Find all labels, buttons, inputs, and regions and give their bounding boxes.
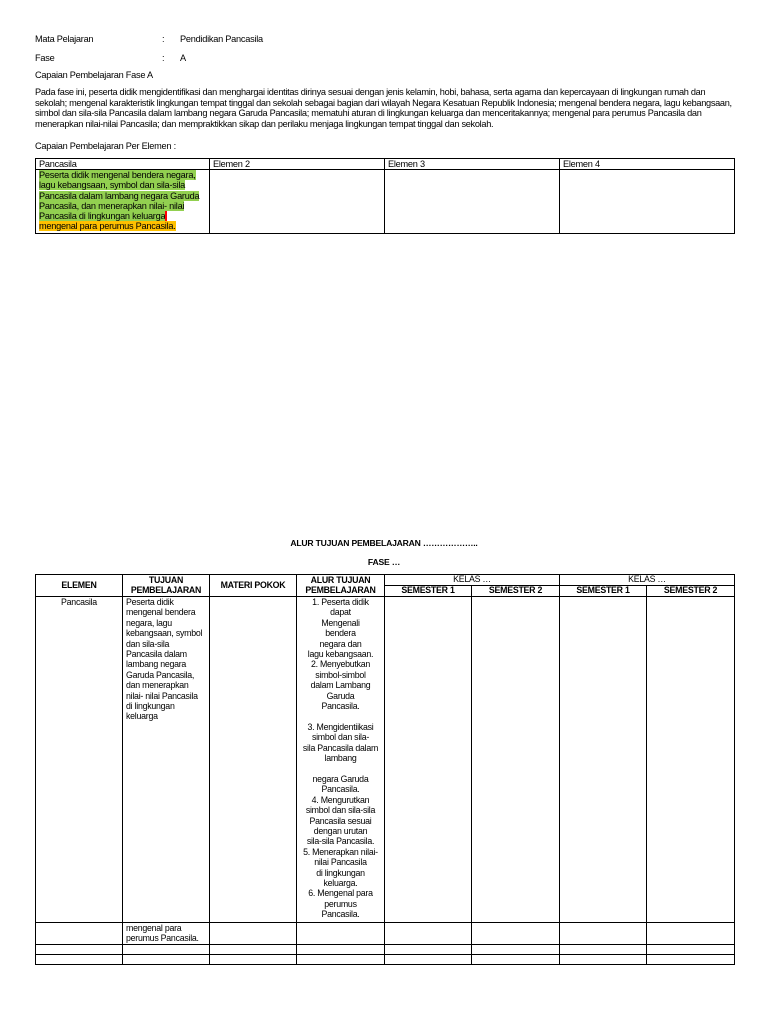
row3-sem1b [560,945,647,955]
header-kelas-1: KELAS … [385,575,560,586]
elemen-table-row [36,170,735,234]
row1-sem1b [560,597,647,923]
elemen-header-3: Elemen 3 [385,159,560,170]
highlight-green-text: Peserta didik mengenal bendera negara, lagu kebangsaan, symbol dan sila-sila Pancasila dalam lambang negara Garuda Pancasila, dan menerapkan nilai- nilai Pancasila di lingkungan keluarga [39,170,200,222]
elemen-header-2: Elemen 2 [210,159,385,170]
row3-tujuan [123,945,210,955]
row4-tujuan [123,955,210,965]
row3-sem1a [385,945,472,955]
header-semester-2b: SEMESTER 2 [647,586,735,597]
table-row [36,923,735,945]
header-kelas-2: KELAS … [560,575,735,586]
mapel-colon: : [162,34,165,44]
row3-materi [210,945,297,955]
row4-materi [210,955,297,965]
elemen-table [35,158,735,234]
row1-elemen: Pancasila [36,597,123,923]
table-row [36,955,735,965]
mapel-label: Mata Pelajaran [35,34,94,44]
per-elemen-heading: Capaian Pembelajaran Per Elemen : [35,141,176,151]
header-semester-2a: SEMESTER 2 [472,586,560,597]
highlight-red-marker [165,211,167,221]
row1-sem2a [472,597,560,923]
row2-materi [210,923,297,945]
elemen-cell-3 [385,170,560,234]
row2-alur [297,923,385,945]
header-materi: MATERI POKOK [210,575,297,597]
elemen-table-header [36,159,735,170]
header-semester-1b: SEMESTER 1 [560,586,647,597]
row2-sem1a [385,923,472,945]
highlight-orange-text: mengenal para perumus Pancasila. [39,221,176,232]
row2-sem2b [647,923,735,945]
header-semester-1a: SEMESTER 1 [385,586,472,597]
row3-sem2b [647,945,735,955]
row1-materi [210,597,297,923]
row3-sem2a [472,945,560,955]
elemen-cell-pancasila [36,170,210,234]
elemen-cell-4 [560,170,735,234]
fase-label: Fase [35,53,55,63]
elemen-header-4: Elemen 4 [560,159,735,170]
alur-header-row-1 [36,575,735,586]
row1-tujuan: Peserta didik mengenal bendera negara, lagu kebangsaan, symbol dan sila-sila Pancasila dalam lambang negara Garuda Pancasila, dan menerapkan nilai- nilai Pancasila di lingkungan keluarga [123,597,210,923]
alur-fase: FASE … [367,557,401,567]
row4-sem1b [560,955,647,965]
header-alur: ALUR TUJUAN PEMBELAJARAN [297,575,385,597]
header-elemen: ELEMEN [36,575,123,597]
row4-sem1a [385,955,472,965]
row1-alur: 1. Peserta didik dapat Mengenali bendera negara dan lagu kebangsaan. 2. Menyebutkan simbol-simbol dalam Lambang Garuda Pancasila. 3. Mengidentiikasi simbol dan sila- sila Pancasila dalam lambang negara Garuda Pancasila. 4. Mengurutkan simbol dan sila-sila Pancasila sesuai dengan urutan sila-sila Pancasila. 5. Menerapkan nilai- nilai Pancasila di lingkungan keluarga. 6. Mengenal para perumus Pancasila. [297,597,385,923]
row3-alur [297,945,385,955]
alur-title: ALUR TUJUAN PEMBELAJARAN ……………….. [290,538,478,548]
header-tujuan: TUJUAN PEMBELAJARAN [123,575,210,597]
row1-sem1a [385,597,472,923]
table-row [36,597,735,923]
fase-colon: : [162,53,165,63]
row2-elemen [36,923,123,945]
mapel-value: Pendidikan Pancasila [180,34,263,44]
row2-tujuan: mengenal para perumus Pancasila. [123,923,210,945]
capaian-paragraph: Pada fase ini, peserta didik mengidentifikasi dan menghargai identitas dirinya sesuai dengan jenis kelamin, hobi, bahasa, serta agama dan kepercayaan di lingkungan rumah dan sekolah; mengenal karakteristik lingkungan tempat tinggal dan sekolah sebagai bagian dari wilayah Negara Kesatuan Republik Indonesia; mengenal bendera negara, lagu kebangsaan, simbol dan sila-sila Pancasila dalam lambang negara Garuda Pancasila; mematuhi aturan di lingkungan keluarga dan menceritakannya; mengenal para perumus Pancasila dan menerapkan nilai-nilai Pancasila; dan mempraktikkan sikap dan perilaku menjaga lingkungan tempat tinggal dan sekolah. [35,87,732,129]
elemen-cell-2 [210,170,385,234]
row2-sem1b [560,923,647,945]
row4-alur [297,955,385,965]
row3-elemen [36,945,123,955]
elemen-header-pancasila: Pancasila [36,159,210,170]
row2-sem2a [472,923,560,945]
fase-value: A [180,53,186,63]
row4-elemen [36,955,123,965]
row4-sem2a [472,955,560,965]
alur-table [35,574,735,965]
capaian-heading: Capaian Pembelajaran Fase A [35,70,153,80]
row4-sem2b [647,955,735,965]
row1-sem2b [647,597,735,923]
table-row [36,945,735,955]
